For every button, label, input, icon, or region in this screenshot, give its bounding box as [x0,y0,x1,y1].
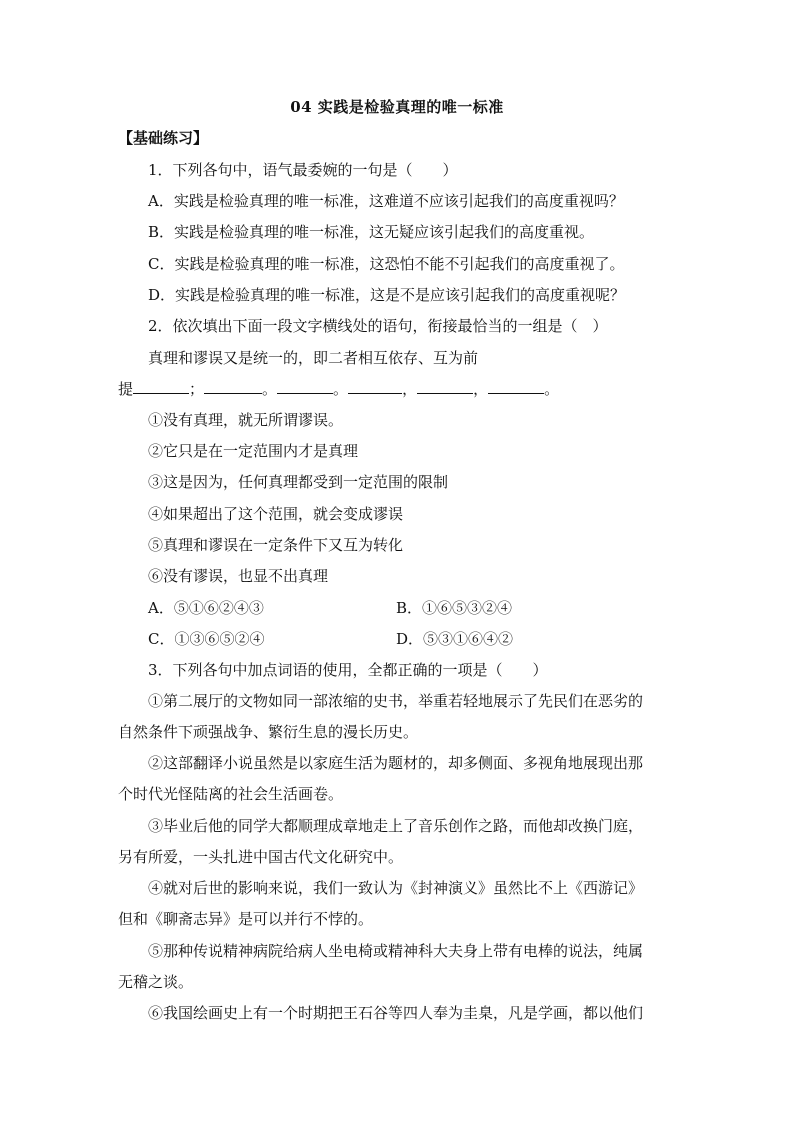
question-2-option-c: C．①③⑥⑤②④ [148,630,265,648]
passage-text: 提 [118,380,134,398]
question-3-line-2: 自然条件下顽强战争、繁衍生息的漫长历史。 [118,723,419,741]
question-2-passage-line-2: 提 ； 。 。 ， ， 。 [118,380,560,398]
question-2-option-d: D．⑤③①⑥④② [396,630,514,648]
question-2-option-b: B．①⑥⑤③②④ [396,599,513,617]
question-3-line-10: 无稽之谈。 [118,973,194,991]
question-3-line-8: 但和《聊斋志异》是可以并行不悖的。 [118,910,374,928]
fill-blank-1 [133,379,189,394]
question-3-stem: 3．下列各句中加点词语的使用，全都正确的一项是（ ） [148,661,548,679]
question-3-line-1: ①第二展厅的文物如同一部浓缩的史书，举重若轻地展示了先民们在恶劣的 [148,692,644,710]
question-2-sentence-2: ②它只是在一定范围内才是真理 [148,442,359,460]
question-2-stem: 2．依次填出下面一段文字横线处的语句，衔接最恰当的一组是（ ） [148,317,608,335]
fill-blank-6 [488,379,544,394]
page-title: 04 实践是检验真理的唯一标准 [290,98,504,116]
question-1-option-d: D．实践是检验真理的唯一标准，这是不是应该引起我们的高度重视呢？ [148,286,626,304]
question-3-line-9: ⑤那种传说精神病院给病人坐电椅或精神科大夫身上带有电棒的说法，纯属 [148,942,644,960]
question-2-sentence-5: ⑤真理和谬误在一定条件下又互为转化 [148,536,404,554]
question-3-line-3: ②这部翻译小说虽然是以家庭生活为题材的，却多侧面、多视角地展现出那 [148,754,644,772]
question-2-sentence-4: ④如果超出了这个范围，就会变成谬误 [148,505,404,523]
question-3-line-4: 个时代光怪陆离的社会生活画卷。 [118,785,344,803]
question-3-line-6: 另有所爱，一头扎进中国古代文化研究中。 [118,848,404,866]
question-3-line-5: ③毕业后他的同学大都顺理成章地走上了音乐创作之路，而他却改换门庭， [148,817,644,835]
question-2-sentence-3: ③这是因为，任何真理都受到一定范围的限制 [148,473,449,491]
question-3-line-7: ④就对后世的影响来说，我们一致认为《封神演义》虽然比不上《西游记》 [148,879,644,897]
fill-blank-2 [204,379,262,394]
question-2-passage-line-1: 真理和谬误又是统一的，即二者相互依存、互为前 [148,349,479,367]
section-heading: 【基础练习】 [118,129,209,147]
question-2-option-a: A．⑤①⑥②④③ [148,599,264,617]
question-1-option-a: A．实践是检验真理的唯一标准，这难道不应该引起我们的高度重视吗？ [148,192,624,210]
fill-blank-5 [417,379,473,394]
fill-blank-4 [348,379,402,394]
question-1-option-c: C．实践是检验真理的唯一标准，这恐怕不能不引起我们的高度重视了。 [148,255,625,273]
question-3-line-11: ⑥我国绘画史上有一个时期把王石谷等四人奉为圭臬，凡是学画，都以他们 [148,1004,644,1022]
question-1-option-b: B．实践是检验真理的唯一标准，这无疑应该引起我们的高度重视。 [148,223,595,241]
question-1-stem: 1．下列各句中，语气最委婉的一句是（ ） [148,161,458,179]
question-2-sentence-6: ⑥没有谬误，也显不出真理 [148,567,329,585]
question-2-sentence-1: ①没有真理，就无所谓谬误。 [148,411,344,429]
fill-blank-3 [277,379,333,394]
